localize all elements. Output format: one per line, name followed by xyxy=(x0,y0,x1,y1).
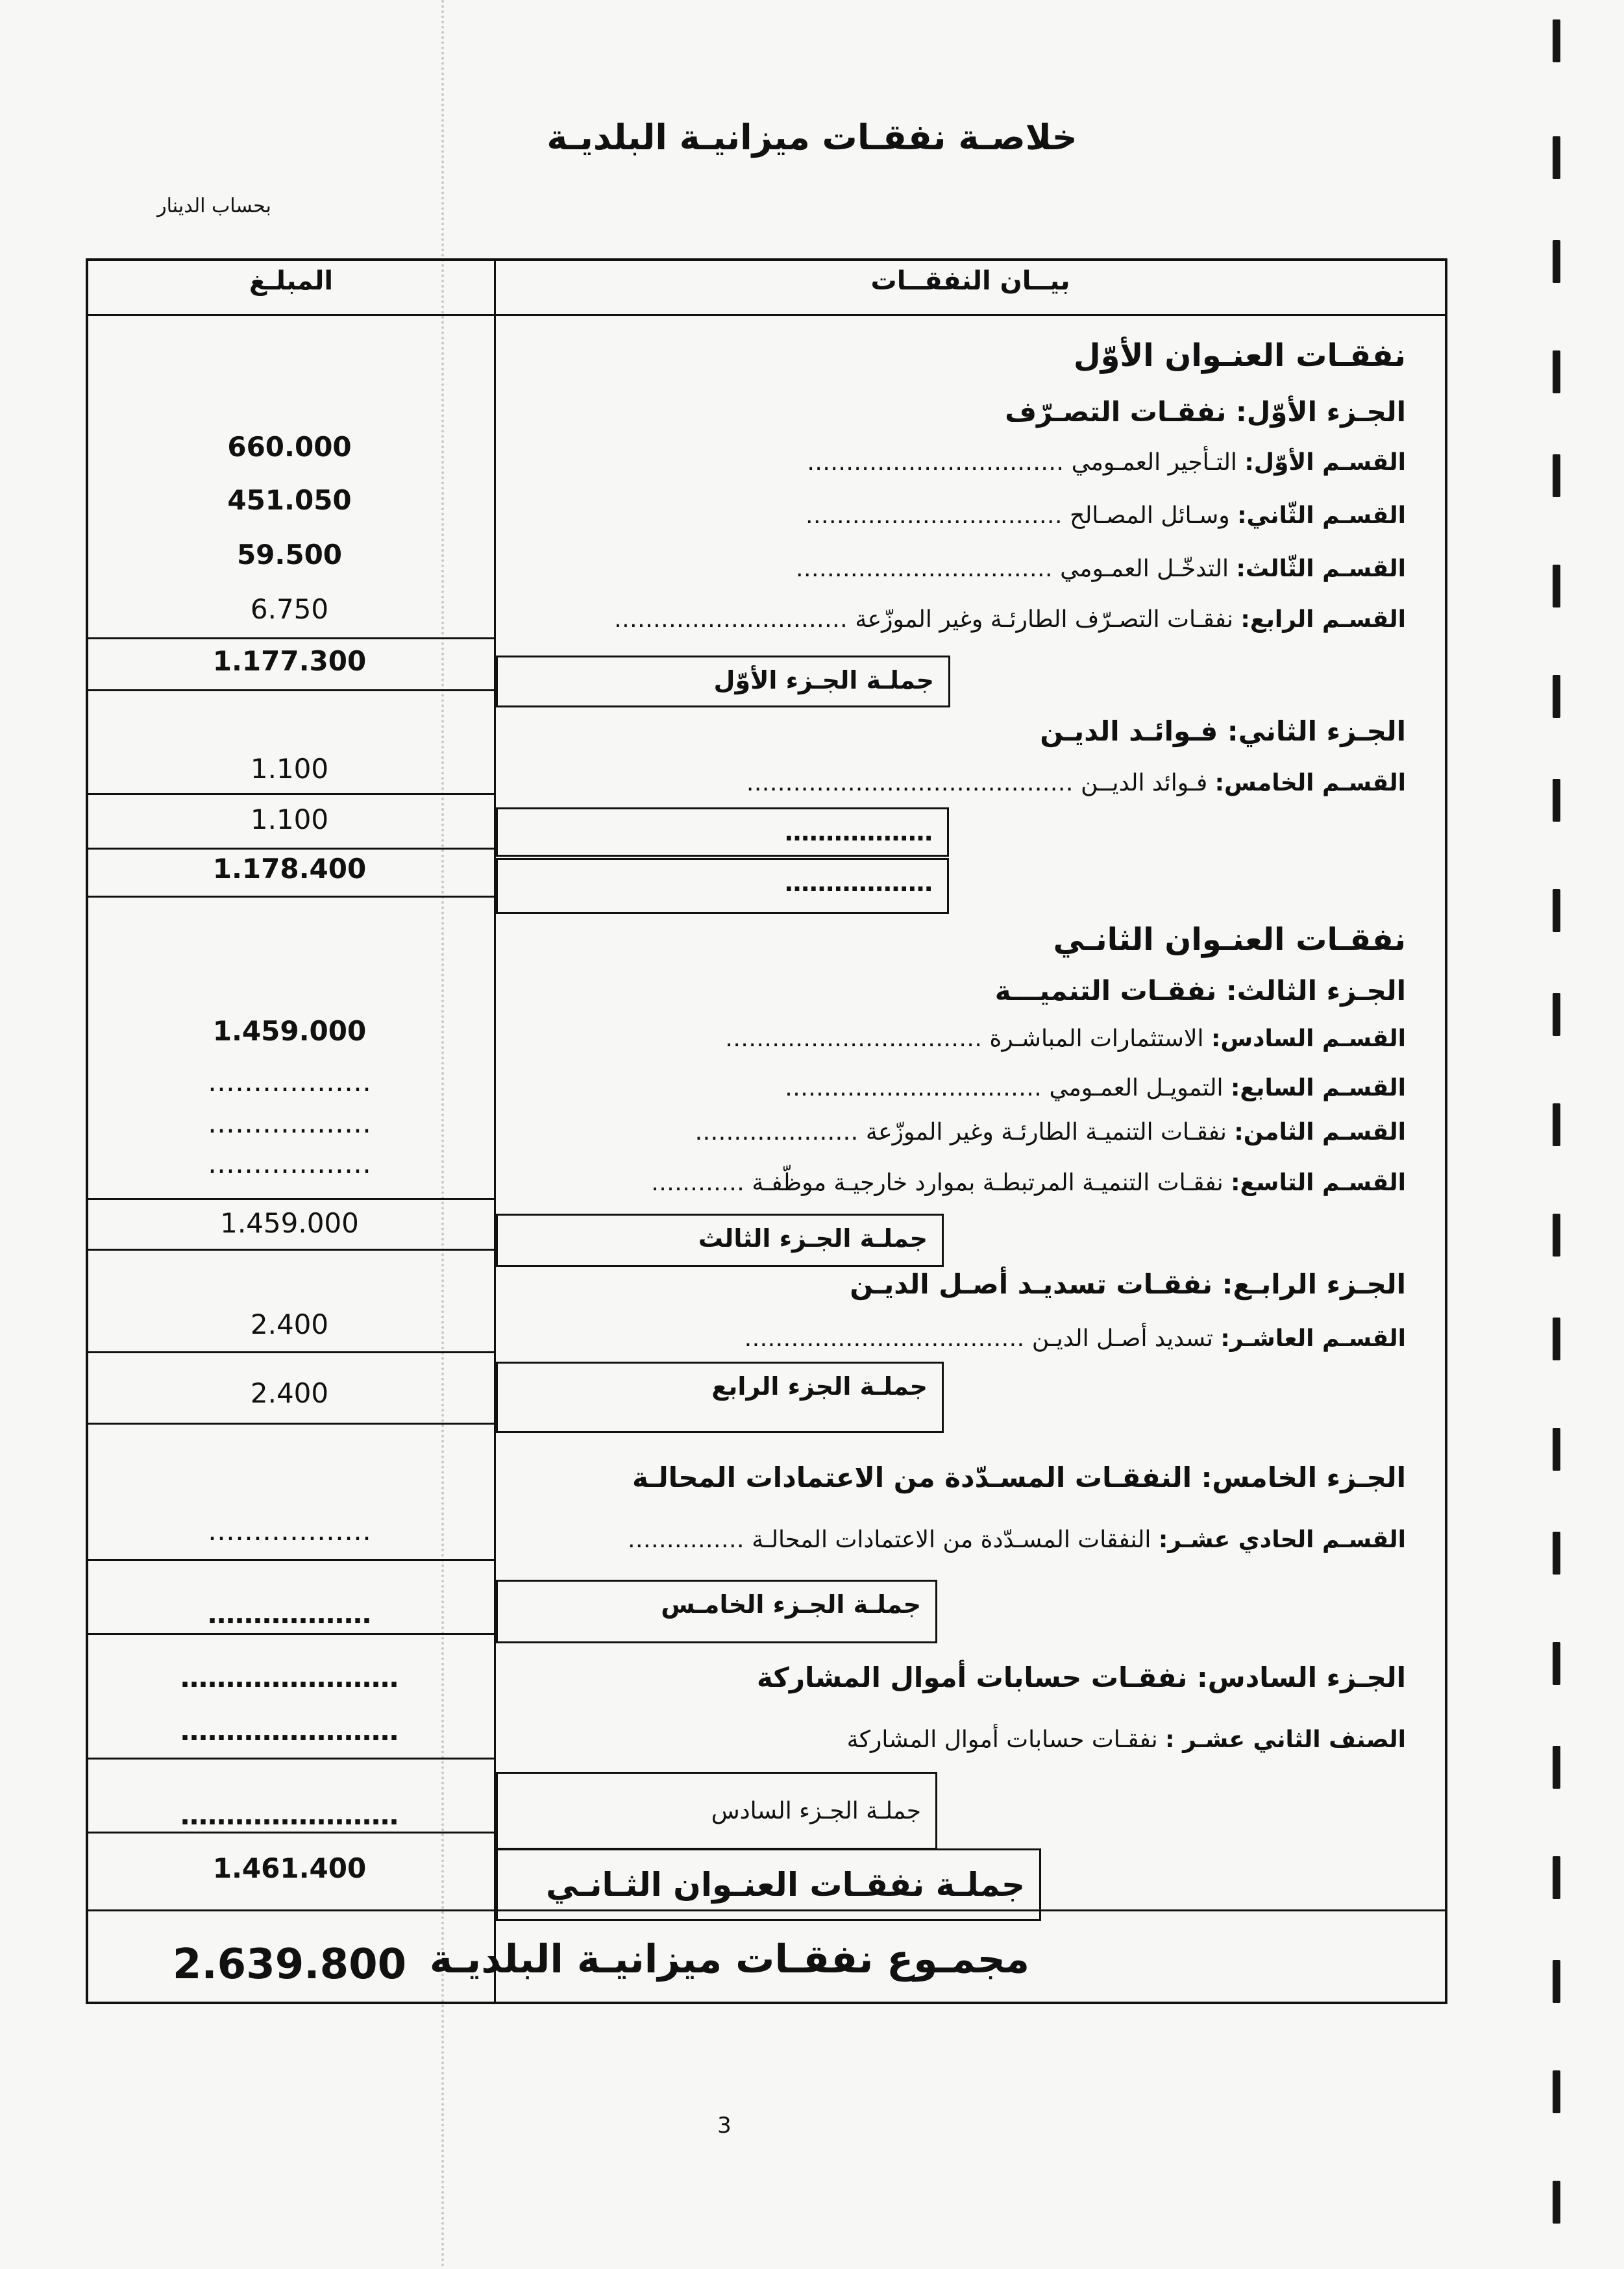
section-amount: ……………… xyxy=(208,1515,371,1547)
amount-column-header: المبلـغ xyxy=(249,266,334,296)
binding-marks xyxy=(1553,19,1562,2252)
section-row: القسـم السادس: الاستثمارات المباشـرة …………………………… xyxy=(725,1025,1406,1052)
section-row: القسـم الرابع: نفقـات التصـرّف الطارئـة وغير الموزّعة ………………………… xyxy=(613,606,1406,633)
title1-total-label: ……………… xyxy=(496,858,949,914)
section-row: القسـم الأوّل: التـأجير العمـومي …………………………… xyxy=(807,449,1406,476)
section-amount: …………………… xyxy=(180,1715,399,1747)
part3-heading: الجـزء الثالث: نفقـات التنميـــة xyxy=(994,975,1406,1007)
part3-total-amount: 1.459.000 xyxy=(220,1207,359,1239)
title2-total-label: جملـة نفقـات العنـوان الثـانـي xyxy=(496,1848,1041,1921)
section-amount: 1.459.000 xyxy=(212,1015,367,1047)
description-column-header: بيــان النفقــات xyxy=(870,266,1070,296)
part6-heading: الجـزء السادس: نفقـات حسابات أموال المشاركة xyxy=(756,1662,1406,1693)
currency-note: بحساب الدينار xyxy=(157,195,271,217)
section-amount: …………………… xyxy=(180,1662,399,1693)
section-amount: ……………… xyxy=(208,1147,371,1179)
part5-total-label: جملـة الجـزء الخامـس xyxy=(496,1580,937,1643)
section-amount: ……………… xyxy=(208,1107,371,1139)
part1-heading: الجـزء الأوّل: نفقـات التصـرّف xyxy=(1005,396,1406,428)
title2-heading: نفقـات العنـوان الثانـي xyxy=(1053,922,1406,958)
page-number: 3 xyxy=(717,2113,732,2139)
part6-total-amount: …………………… xyxy=(180,1799,399,1831)
part2-total-label: ……………… xyxy=(496,807,949,857)
part5-heading: الجـزء الخامس: النفقـات المسـدّدة من الاعتمادات المحالـة xyxy=(632,1462,1406,1493)
part3-total-label: جملـة الجـزء الثالث xyxy=(496,1214,944,1267)
part5-total-amount: ……………… xyxy=(208,1598,371,1630)
section-row: القسـم الثامن: نفقـات التنميـة الطارئـة وغير الموزّعة ………………… xyxy=(695,1119,1406,1146)
section-amount: ……………… xyxy=(208,1066,371,1098)
part4-heading: الجـزء الرابـع: نفقـات تسديـد أصـل الديـن xyxy=(850,1268,1406,1300)
section-row: القسـم السابع: التمويـل العمـومي …………………………… xyxy=(785,1075,1406,1101)
grand-total-amount: 2.639.800 xyxy=(172,1941,407,1989)
budget-table xyxy=(86,258,1447,2004)
part2-heading: الجـزء الثاني: فـوائـد الديـن xyxy=(1040,715,1406,747)
page-title: خلاصـة نفقـات ميزانيـة البلديـة xyxy=(547,117,1077,158)
section-row: الصنف الثاني عشـر : نفقـات حسابات أموال المشاركة xyxy=(846,1726,1406,1753)
section-amount: 59.500 xyxy=(236,539,343,570)
part6-total-label: جملـة الجـزء السادس xyxy=(496,1772,937,1850)
part2-total-amount: 1.100 xyxy=(250,803,329,835)
part4-total-amount: 2.400 xyxy=(250,1377,329,1409)
section-row: القسـم العاشـر: تسديد أصـل الديـن ……………………………… xyxy=(744,1325,1406,1352)
section-row: القسـم التاسع: نفقـات التنميـة المرتبطـة بموارد خارجيـة موظّفـة ………… xyxy=(650,1170,1406,1196)
title1-total-amount: 1.178.400 xyxy=(212,853,367,885)
part4-total-label: جملـة الجزء الرابع xyxy=(496,1362,944,1433)
section-row: القسـم الثّاني: وسـائل المصـالح …………………………… xyxy=(805,502,1406,529)
part1-total-amount: 1.177.300 xyxy=(212,645,367,677)
part1-total-label: جملـة الجـزء الأوّل xyxy=(496,656,950,707)
section-row: القسـم الخامس: فـوائد الديــن …………………………………… xyxy=(746,770,1406,796)
section-amount: 2.400 xyxy=(250,1308,329,1340)
section-amount: 451.050 xyxy=(227,484,352,516)
title2-total-amount: 1.461.400 xyxy=(212,1852,367,1884)
title1-heading: نفقـات العنـوان الأوّل xyxy=(1074,337,1406,374)
section-row: القسـم الحادي عشـر: النفقات المسـدّدة من الاعتمادات المحالـة …………… xyxy=(627,1527,1406,1553)
section-row: القسـم الثّالث: التدخّـل العمـومي …………………………… xyxy=(795,556,1406,582)
grand-total-label: مجمـوع نفقـات ميزانيـة البلديـة xyxy=(429,1937,1029,1982)
section-amount: 6.750 xyxy=(250,593,329,625)
section-amount: 1.100 xyxy=(250,753,329,785)
section-amount: 660.000 xyxy=(227,431,352,463)
